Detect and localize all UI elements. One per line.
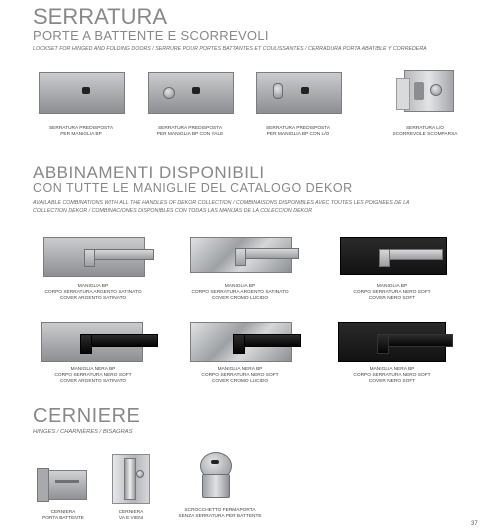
combo-caption-line2: CORPO SERRATURA NERO SOFT [201, 373, 279, 378]
lever-rose [235, 248, 246, 266]
combo-caption-line3: COVER CROMO LUCIDO [211, 296, 269, 301]
lever-rose [377, 334, 389, 354]
lever-rose [233, 334, 245, 354]
sliding-lock-pull [414, 82, 424, 100]
combo-caption-4 [28, 367, 158, 385]
latch-caption-line1: SCROCCHETTO FERMAPORTA [184, 508, 256, 513]
cerniere-description: HINGES / CHARNIÈRES / BISAGRAS [33, 429, 133, 435]
hinge-swing-door-image [37, 464, 87, 502]
combo-caption-line1: MANIGLIA NERA BP [217, 367, 263, 372]
lock-caption-line1: SERRATURA L/O [405, 126, 445, 131]
combo-caption-line2: CORPO SERRATURA ARGENTO SATINATO [44, 290, 142, 295]
combo-1-plate [43, 237, 145, 277]
lever-rose [379, 249, 390, 267]
yale-cylinder-icon [163, 87, 175, 99]
cerniere-title: CERNIERE [33, 405, 141, 427]
lever-spindle-hole [192, 87, 200, 94]
hinge-double-action-image [108, 450, 154, 506]
combo-5-plate [190, 322, 292, 362]
lock-caption-4 [375, 126, 475, 138]
combo-caption-line3: COVER NERO SOFT [368, 296, 416, 301]
hinge-caption-line1: CERNIERA [118, 510, 144, 515]
latch-caption-line2: SENZA SERRATURA PER BATTENTE [178, 514, 262, 519]
combo-caption-line3: COVER ARGENTO SATINATO [59, 296, 127, 301]
hinge-caption-line2: VA E VIENI [118, 516, 144, 521]
combo-caption-line2: CORPO SERRATURA ARGENTO SATINATO [191, 290, 289, 295]
lever-spindle-hole [82, 87, 90, 94]
abbinamenti-title: ABBINAMENTI DISPONIBILI [33, 163, 265, 182]
lock-caption-line1: SERRATURA PREDISPOSTA [265, 126, 331, 131]
hinge-screw-icon [136, 470, 144, 478]
combo-caption-5 [175, 367, 305, 385]
combo-caption-6 [327, 367, 457, 385]
combo-caption-3 [327, 284, 457, 302]
combo-caption-2 [175, 284, 305, 302]
sliding-lock-image [396, 66, 456, 118]
combo-caption-line1: MANIGLIA NERA BP [369, 367, 415, 372]
combo-2-plate [190, 237, 292, 273]
lever-rose [84, 249, 95, 267]
combo-caption-line3: COVER NERO SOFT [368, 379, 416, 384]
serratura-subtitle: PORTE A BATTENTE E SCORREVOLI [33, 28, 269, 43]
combo-caption-line2: CORPO SERRATURA NERO SOFT [353, 373, 431, 378]
serratura-title: SERRATURA [33, 4, 168, 29]
combo-6-plate [338, 322, 446, 362]
lock-plate-bp-yale [148, 72, 234, 114]
combo-caption-line2: CORPO SERRATURA NERO SOFT [54, 373, 132, 378]
page-number: 37 [471, 521, 478, 527]
latch-caption [160, 508, 280, 520]
combo-caption-line3: COVER CROMO LUCIDO [211, 379, 269, 384]
lock-caption-line2: PER MANIGLIA BP CON YALE [156, 132, 224, 137]
combo-3-plate [340, 237, 447, 275]
lock-caption-line2: PER MANIGLIA BP CON L/O [266, 132, 330, 137]
sliding-lock-body [404, 70, 454, 112]
combo-caption-line1: MANIGLIA BP [77, 284, 109, 289]
sliding-lock-glass [396, 78, 410, 110]
combo-caption-line1: MANIGLIA BP [376, 284, 408, 289]
serratura-description: LOCKSET FOR HINGED AND FOLDING DOORS / SERRURE POUR PORTES BATTANTES ET COULISSANTES / CERRADURA PORTA ABATIBLE Y CORREDERA [33, 46, 427, 52]
lever-spindle-hole [301, 87, 309, 94]
combo-caption-1 [28, 284, 158, 302]
lock-caption-line2: PER MANIGLIA BP [60, 132, 102, 137]
hinge-caption-line1: CERNIERA [50, 510, 76, 515]
thumb-turn-icon [273, 83, 283, 99]
lock-caption-2 [139, 126, 241, 138]
combo-caption-line2: CORPO SERRATURA NERO SOFT [353, 290, 431, 295]
combo-4-plate [41, 322, 143, 362]
latch-base [202, 474, 230, 498]
abbinamenti-description-line2: COLLECTION DEKOR / COMBINACIONES DISPONIBLES CON TODAS LAS MANIJAS DE LA COLECCION DEKOR [33, 208, 313, 214]
combo-caption-line1: MANIGLIA NERA BP [70, 367, 116, 372]
hinge-glass-clamp [37, 468, 49, 502]
latch-slot [211, 460, 219, 464]
lock-plate-bp-lo [256, 72, 342, 114]
lock-caption-line1: SERRATURA PREDISPOSTA [48, 126, 114, 131]
lock-caption-line2: SCORREVOLE SCOMPARSA [392, 132, 458, 137]
lock-caption-3 [247, 126, 349, 138]
lock-caption-1 [30, 126, 132, 138]
abbinamenti-subtitle: CON TUTTE LE MANIGLIE DEL CATALOGO DEKOR [33, 181, 353, 195]
abbinamenti-description-line1: AVAILABLE COMBINATIONS WITH ALL THE HANDLES OF DEKOR COLLECTION / COMBINAISONS DISPONIBLES AVEC TOUTES LES POIGNEES DE LA [33, 200, 410, 206]
hinge-caption-2 [91, 510, 171, 522]
hinge-groove [55, 480, 79, 483]
combo-caption-line1: MANIGLIA BP [224, 284, 256, 289]
hinge-pivot [124, 458, 136, 500]
combo-caption-line3: COVER ARGENTO SATINATO [59, 379, 127, 384]
lock-caption-line1: SERRATURA PREDISPOSTA [157, 126, 223, 131]
door-latch-image [196, 450, 236, 500]
lever-rose [80, 334, 92, 354]
hinge-caption-line2: PORTA BATTENTE [42, 516, 84, 521]
thumb-turn-icon [430, 84, 442, 96]
lock-plate-bp [39, 72, 125, 114]
